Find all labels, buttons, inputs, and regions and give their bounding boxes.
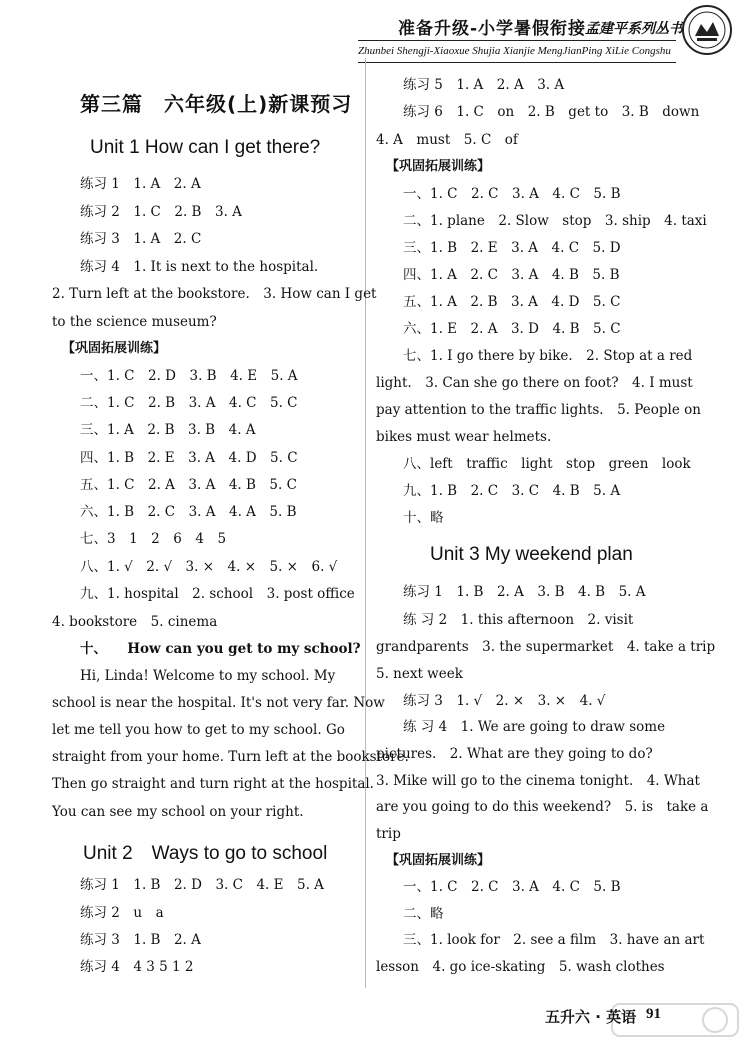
unit3-line: 5. next week	[376, 666, 463, 682]
unit1-line: 七、3 1 2 6 4 5	[80, 531, 227, 547]
essay-line: Then go straight and turn right at the hospital.	[52, 776, 374, 792]
essay-line: school is near the hospital. It's not very far. Now	[52, 695, 385, 711]
header-title: 准备升级-小学暑假衔接	[398, 19, 587, 39]
consolidation-heading: 【巩固拓展训练】	[386, 853, 491, 868]
unit2-cont-line: 七、1. I go there by bike. 2. Stop at a red	[403, 348, 693, 364]
unit1-line: 4. bookstore 5. cinema	[52, 614, 218, 630]
consolidation-heading: 【巩固拓展训练】	[386, 159, 491, 174]
header-rule-bottom	[358, 62, 676, 63]
unit1-line: 八、1. √ 2. √ 3. × 4. × 5. × 6. √	[80, 559, 338, 575]
unit3-line: 一、1. C 2. C 3. A 4. C 5. B	[403, 879, 621, 895]
unit1-line: 练习 1 1. A 2. A	[80, 176, 201, 192]
unit2-cont-line: 一、1. C 2. C 3. A 4. C 5. B	[403, 186, 621, 202]
unit1-line: 一、1. C 2. D 3. B 4. E 5. A	[80, 368, 298, 384]
unit3-title: Unit 3 My weekend plan	[430, 544, 633, 565]
unit3-line: are you going to do this weekend? 5. is take a	[376, 799, 709, 815]
unit1-line: 练习 2 1. C 2. B 3. A	[80, 204, 242, 220]
header-pinyin: Zhunbei Shengji-Xiaoxue Shujia Xianjie MengJianPing XiLie Congshu	[358, 45, 671, 57]
unit1-line: 六、1. B 2. C 3. A 4. A 5. B	[80, 504, 297, 520]
unit2-cont-line: 三、1. B 2. E 3. A 4. C 5. D	[403, 240, 621, 256]
essay-line: Hi, Linda! Welcome to my school. My	[80, 668, 336, 684]
column-divider	[365, 58, 366, 988]
unit2-cont-line: light. 3. Can she go there on foot? 4. I must	[376, 375, 693, 391]
unit2-cont-line: 四、1. A 2. C 3. A 4. B 5. B	[403, 267, 620, 283]
unit3-line: 练习 1 1. B 2. A 3. B 4. B 5. A	[403, 584, 646, 600]
unit1-line: 五、1. C 2. A 3. A 4. B 5. C	[80, 477, 297, 493]
unit3-line: 练习 3 1. √ 2. × 3. × 4. √	[403, 693, 606, 709]
unit1-line: 练习 4 1. It is next to the hospital.	[80, 259, 319, 275]
unit2-cont-line: 4. A must 5. C of	[376, 132, 518, 148]
unit3-line: 练 习 2 1. this afternoon 2. visit	[403, 612, 634, 628]
unit2-cont-line: 十、略	[403, 510, 444, 526]
essay-line: let me tell you how to get to my school. Go	[52, 722, 345, 738]
unit3-line: grandparents 3. the supermarket 4. take a trip	[376, 639, 716, 655]
unit3-line: trip	[376, 826, 401, 842]
unit2-cont-line: 练习 5 1. A 2. A 3. A	[403, 77, 565, 93]
unit2-line: 练习 3 1. B 2. A	[80, 932, 201, 948]
unit3-line: 3. Mike will go to the cinema tonight. 4. What	[376, 773, 700, 789]
unit2-cont-line: 九、1. B 2. C 3. C 4. B 5. A	[403, 483, 621, 499]
unit1-line: 练习 3 1. A 2. C	[80, 231, 202, 247]
page-number: 91	[646, 1006, 661, 1022]
unit2-line: 练习 1 1. B 2. D 3. C 4. E 5. A	[80, 877, 324, 893]
unit3-line: 三、1. look for 2. see a film 3. have an art	[403, 932, 705, 948]
header-series: 孟建平系列丛书	[585, 21, 683, 37]
unit2-line: 练习 2 u a	[80, 905, 164, 921]
unit2-cont-line: 练习 6 1. C on 2. B get to 3. B down	[403, 104, 700, 120]
unit1-line: 三、1. A 2. B 3. B 4. A	[80, 422, 256, 438]
unit2-cont-line: 五、1. A 2. B 3. A 4. D 5. C	[403, 294, 621, 310]
footer-grade: 五升六 · 英语	[545, 1008, 637, 1026]
unit2-cont-line: 八、left traffic light stop green look	[403, 456, 691, 472]
unit1-line: 九、1. hospital 2. school 3. post office	[80, 586, 355, 602]
unit3-line: pictures. 2. What are they going to do?	[376, 746, 653, 762]
unit3-line: 练 习 4 1. We are going to draw some	[403, 719, 666, 735]
consolidation-heading: 【巩固拓展训练】	[62, 341, 167, 356]
unit2-cont-line: 二、1. plane 2. Slow stop 3. ship 4. taxi	[403, 213, 707, 229]
publisher-logo-icon	[681, 4, 733, 56]
unit2-line: 练习 4 4 3 5 1 2	[80, 959, 194, 975]
essay-line: straight from your home. Turn left at the bookstore.	[52, 749, 409, 765]
essay-line: You can see my school on your right.	[52, 804, 304, 820]
section-title: 第三篇 六年级(上)新课预习	[80, 92, 353, 116]
unit2-title: Unit 2 Ways to go to school	[83, 843, 328, 864]
header-rule-top	[358, 40, 676, 41]
unit1-line: 四、1. B 2. E 3. A 4. D 5. C	[80, 450, 298, 466]
unit3-line: 二、略	[403, 906, 444, 922]
unit1-line: to the science museum?	[52, 314, 217, 330]
unit2-cont-line: pay attention to the traffic lights. 5. People on	[376, 402, 701, 418]
unit2-cont-line: bikes must wear helmets.	[376, 429, 552, 445]
unit1-line: 2. Turn left at the bookstore. 3. How can I get	[52, 286, 377, 302]
unit3-line: lesson 4. go ice-skating 5. wash clothes	[376, 959, 665, 975]
unit2-cont-line: 六、1. E 2. A 3. D 4. B 5. C	[403, 321, 621, 337]
unit1-title: Unit 1 How can I get there?	[90, 137, 321, 158]
unit1-line: 二、1. C 2. B 3. A 4. C 5. C	[80, 395, 298, 411]
essay-heading: 十、 How can you get to my school?	[80, 641, 361, 657]
